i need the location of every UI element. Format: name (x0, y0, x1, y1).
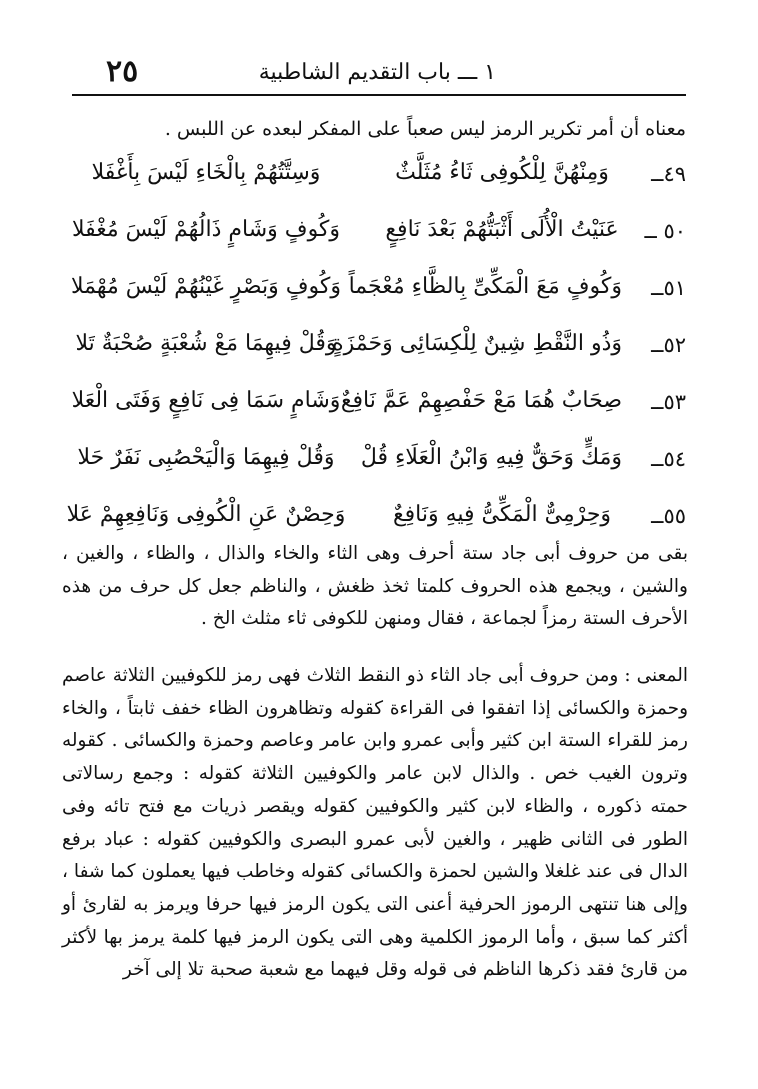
verse-number: ٥١ــ (651, 276, 686, 300)
verse-number: ٥٤ــ (651, 447, 686, 471)
verse (50, 264, 686, 321)
verse-first-hemistich: وَذُو النَّقْطِ شِينٌ لِلْكِسَائِى وَحَمْزَةٍ (332, 331, 622, 356)
verse (50, 321, 686, 378)
verse-first-hemistich: وَكُوفٍ مَعَ الْمَكِّىِّ بِالظَّاءِ مُعْجَماً (348, 274, 622, 299)
meaning-paragraph (62, 660, 688, 987)
paragraph-text: المعنى : ومن حروف أبى جاد الثاء ذو النقط الثلاث فهى رمز للكوفيين الثلاثة عاصم وحمزة والكسائى إذا اتفقوا فى القراءة كقوله وتظاهرون الظاء خفف ثابتاً ، والخاء رمز للقراء الستة ابن كثير وأبى عمرو وابن عامر وعاصم وحمزة والكسائى . كقوله وترون الغيب خص . والذال لابن عامر والكوفيين الثلاثة كقوله : وجمع رسالاتى حمته ذكوره ، والظاء لابن كثير والكوفيين كقوله ويقصر ذريات مع فتح تائه وفى الطور فى الثانى ظهير ، والغين لأبى عمرو البصرى والكوفيين كقوله : عباد برفع الدال فى عند غلغلا والشين لحمزة والكسائى كقوله وخاطب فيها يعملون كما شفا ، وإلى هنا تنتهى الرموز الحرفية أعنى التى يكون الرمز فيها حرفا ويرمز به لقارئ أو أكثر كما سبق ، وأما الرموز الكلمية وهى التى يكون الرمز فيها كلمة يرمز بها لأكثر من قارئ فقد ذكرها الناظم فى قوله وقل فيهما مع شعبة صحبة تلا إلى آخر (62, 665, 688, 981)
verse-first-hemistich: عَنَيْتُ الْأُلَى أَثْبَتُّهُمْ بَعْدَ نَافِعٍ (385, 217, 619, 242)
verse-first-hemistich: صِحَابٌ هُمَا مَعْ حَفْصِهِمْ عَمَّ نَافِعٌ (340, 388, 622, 413)
verse (50, 378, 686, 435)
explanation-paragraph (62, 538, 688, 636)
verse-second-hemistich: وَكُوفٍ وَشَامٍ ذَالُهُمْ لَيْسَ مُغْفَلا (71, 217, 341, 242)
verse-number: ٤٩ــ (651, 162, 686, 186)
verse (50, 435, 686, 492)
verse-number: ٥٣ــ (651, 390, 686, 414)
verse-second-hemistich: وَشَامٍ سَمَا فِى نَافِعٍ وَفَتَى الْعَلا (71, 388, 341, 413)
verse-number: ٥٠ ــ (644, 219, 686, 243)
verse-number: ٥٥ــ (651, 504, 686, 528)
verse-number: ٥٢ــ (651, 333, 686, 357)
running-title: ١ ـــ باب التقديم الشاطبية (258, 60, 496, 85)
verse-first-hemistich: وَمِنْهُنَّ لِلْكُوفِى ثَاءُ مُثَلَّثٌ (395, 160, 609, 185)
paragraph-text: بقى من حروف أبى جاد ستة أحرف وهى الثاء والخاء والذال ، والظاء ، والغين ، والشين ، ويجمع هذه الحروف كلمتا ثخذ ظغش ، والناظم جعل كل حرف من هذه الأحرف الستة رمزاً لجماعة ، فقال ومنهن للكوفى ثاء مثلث الخ . (62, 543, 688, 630)
page-number: ٢٥ (106, 54, 139, 89)
verse-first-hemistich: وَحِرْمِىٌّ الْمَكِّىُّ فِيهِ وَنَافِعٌ (392, 502, 612, 527)
verse-second-hemistich: وَقُلْ فِيهِمَا مَعْ شُعْبَةٍ صُحْبَةٌ تَلا (75, 331, 337, 356)
verse (50, 150, 686, 207)
verse (50, 207, 686, 264)
verses-block (50, 150, 686, 549)
page-header (72, 52, 686, 96)
verse-first-hemistich: وَمَكٍّ وَحَقٌّ فِيهِ وَابْنُ الْعَلَاءِ قُلْ (360, 445, 622, 470)
intro-line: معناه أن أمر تكرير الرمز ليس صعباً على المفكر لبعده عن اللبس . (164, 118, 686, 140)
verse-second-hemistich: وَسِتَّتُهُمْ بِالْخَاءِ لَيْسَ بِأَغْفَلا (91, 160, 321, 185)
verse-second-hemistich: وَكُوفٍ وَبَصْرٍ غَيْنُهُمْ لَيْسَ مُهْمَلا (71, 274, 341, 299)
verse-second-hemistich: وَقُلْ فِيهِمَا وَالْيَحْصُبِى نَفَرٌ حَلا (77, 445, 335, 470)
verse-second-hemistich: وَحِصْنٌ عَنِ الْكُوفِى وَنَافِعِهِمْ عَلا (66, 502, 346, 527)
